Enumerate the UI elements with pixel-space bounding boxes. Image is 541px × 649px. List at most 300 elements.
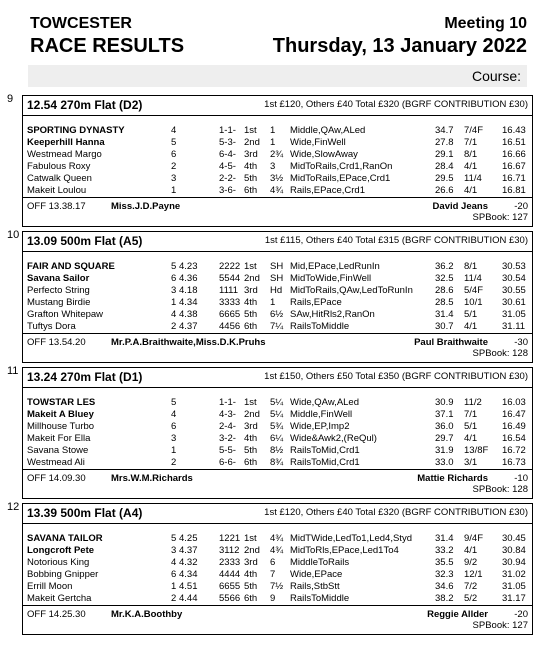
race-footer bbox=[23, 469, 532, 498]
runner-comment: MidTWide,LedTo1,Led4,Styd bbox=[290, 533, 412, 544]
runner-trap: 1 bbox=[171, 297, 177, 308]
runner-row bbox=[23, 261, 532, 273]
runner-btn: 1 bbox=[270, 137, 276, 148]
sp-book: SPBook: 127 bbox=[472, 212, 528, 223]
runner-row bbox=[23, 285, 532, 297]
runner-comment: RailsToMiddle bbox=[290, 321, 350, 332]
runner-row bbox=[23, 533, 532, 545]
runner-time: 32.5 bbox=[435, 273, 454, 284]
runner-btn: 6 bbox=[270, 557, 276, 568]
runner-sp: 11/2 bbox=[464, 397, 482, 408]
runner-time: 29.1 bbox=[435, 149, 454, 160]
trainer-name: Mr.P.A.Braithwaite,Miss.D.K.Pruhs bbox=[111, 337, 266, 348]
runner-comment: Wide,QAw,ALed bbox=[290, 397, 360, 408]
runner-time: 31.4 bbox=[435, 309, 454, 320]
runner-rating: 4.37 bbox=[179, 545, 198, 556]
runner-trap: 1 bbox=[171, 581, 177, 592]
runner-fin: 16.73 bbox=[502, 457, 526, 468]
runner-pos: 4th bbox=[244, 297, 258, 308]
runner-btn: 1 bbox=[270, 297, 276, 308]
runner-fin: 16.51 bbox=[502, 137, 526, 148]
runner-fin: 31.11 bbox=[502, 321, 526, 332]
runner-time: 35.5 bbox=[435, 557, 454, 568]
runner-sectional: 2222 bbox=[219, 261, 241, 272]
runner-row bbox=[23, 309, 532, 321]
going-allowance: -10 bbox=[514, 473, 528, 484]
runner-name: SPORTING DYNASTY bbox=[27, 125, 125, 136]
race-prize-money: 1st £120, Others £40 Total £320 (BGRF CONTRIBUTION £30) bbox=[264, 99, 528, 110]
runner-time: 29.7 bbox=[435, 433, 454, 444]
runner-sectional: 5566 bbox=[219, 593, 241, 604]
runner-pos: 2nd bbox=[244, 545, 260, 556]
runner-time: 29.5 bbox=[435, 173, 454, 184]
sp-book: SPBook: 128 bbox=[472, 348, 528, 359]
runner-pos: 3rd bbox=[244, 285, 258, 296]
runner-name: Longcroft Pete bbox=[27, 545, 95, 556]
runner-row bbox=[23, 173, 532, 185]
runner-sp: 8/1 bbox=[464, 149, 478, 160]
runner-row bbox=[23, 445, 532, 457]
runner-sectional: 3-6- bbox=[219, 185, 236, 196]
runner-comment: Wide,EP,Imp2 bbox=[290, 421, 350, 432]
runner-sp: 4/1 bbox=[464, 433, 478, 444]
runner-pos: 6th bbox=[244, 321, 258, 332]
runner-pos: 5th bbox=[244, 581, 258, 592]
runner-btn: 4¾ bbox=[270, 533, 284, 544]
meeting-date: Thursday, 13 January 2022 bbox=[272, 35, 527, 57]
runner-fin: 31.17 bbox=[502, 593, 526, 604]
going-allowance: -20 bbox=[514, 201, 528, 212]
race-prize-money: 1st £115, Others £40 Total £315 (BGRF CONTRIBUTION £30) bbox=[264, 235, 528, 246]
runner-time: 28.6 bbox=[435, 285, 454, 296]
runner-row bbox=[23, 569, 532, 581]
runner-name: Perfecto String bbox=[27, 285, 90, 296]
runner-trap: 3 bbox=[171, 285, 177, 296]
runner-btn: 1 bbox=[270, 125, 276, 136]
runner-pos: 6th bbox=[244, 593, 258, 604]
runner-fin: 16.54 bbox=[502, 433, 526, 444]
runner-trap: 1 bbox=[171, 445, 177, 456]
runner-comment: SAw,HitRls2,RanOn bbox=[290, 309, 375, 320]
race-footer bbox=[23, 333, 532, 362]
runner-comment: MidToWide,FinWell bbox=[290, 273, 372, 284]
commentator-name: Reggie Allder bbox=[427, 609, 488, 620]
runner-pos: 2nd bbox=[244, 137, 260, 148]
runner-fin: 16.66 bbox=[502, 149, 526, 160]
runner-trap: 2 bbox=[171, 321, 177, 332]
runner-pos: 3rd bbox=[244, 421, 258, 432]
race-card bbox=[7, 229, 533, 363]
runner-row bbox=[23, 421, 532, 433]
runner-time: 33.2 bbox=[435, 545, 454, 556]
runner-time: 37.1 bbox=[435, 409, 454, 420]
runner-name: Makeit Loulou bbox=[27, 185, 87, 196]
runner-comment: MiddleToRails bbox=[290, 557, 350, 568]
runner-pos: 2nd bbox=[244, 409, 260, 420]
runner-sectional: 2-4- bbox=[219, 421, 236, 432]
runner-comment: RailsToMid,Crd1 bbox=[290, 457, 360, 468]
runner-sectional: 1-1- bbox=[219, 397, 236, 408]
runner-time: 27.8 bbox=[435, 137, 454, 148]
race-footer bbox=[23, 605, 532, 634]
runner-fin: 30.94 bbox=[502, 557, 526, 568]
runner-trap: 4 bbox=[171, 409, 177, 420]
runner-sectional: 4444 bbox=[219, 569, 241, 580]
runner-comment: Rails,EPace,Crd1 bbox=[290, 185, 365, 196]
runner-rating: 4.18 bbox=[179, 285, 198, 296]
going-allowance: -20 bbox=[514, 609, 528, 620]
runner-sectional: 6665 bbox=[219, 309, 241, 320]
runner-fin: 16.43 bbox=[502, 125, 526, 136]
runner-sp: 13/8F bbox=[464, 445, 489, 456]
sp-book: SPBook: 127 bbox=[472, 620, 528, 631]
runner-btn: SH bbox=[270, 273, 284, 284]
runner-trap: 3 bbox=[171, 173, 177, 184]
runner-pos: 4th bbox=[244, 433, 258, 444]
race-header bbox=[23, 232, 532, 252]
runner-comment: Wide,SlowAway bbox=[290, 149, 358, 160]
commentator-name: David Jeans bbox=[432, 201, 488, 212]
runner-fin: 16.71 bbox=[502, 173, 526, 184]
runner-sp: 9/4F bbox=[464, 533, 484, 544]
runner-sectional: 4-3- bbox=[219, 409, 236, 420]
runner-sectional: 6-4- bbox=[219, 149, 236, 160]
runner-time: 33.0 bbox=[435, 457, 454, 468]
runner-pos: 3rd bbox=[244, 149, 258, 160]
runner-rating: 4.38 bbox=[179, 309, 198, 320]
runner-sectional: 4456 bbox=[219, 321, 241, 332]
runner-trap: 5 bbox=[171, 533, 177, 544]
runner-rating: 4.51 bbox=[179, 581, 198, 592]
runner-rating: 4.36 bbox=[179, 273, 198, 284]
runner-time: 28.4 bbox=[435, 161, 454, 172]
runners-list bbox=[23, 125, 532, 197]
runner-sectional: 3112 bbox=[219, 545, 240, 556]
runner-comment: Wide,FinWell bbox=[290, 137, 346, 148]
header-right bbox=[273, 14, 527, 58]
runner-fin: 16.49 bbox=[502, 421, 526, 432]
runner-pos: 5th bbox=[244, 173, 258, 184]
runner-btn: 4¾ bbox=[270, 185, 284, 196]
race-header bbox=[23, 504, 532, 524]
runner-sp: 8/1 bbox=[464, 261, 478, 272]
runner-pos: 4th bbox=[244, 161, 258, 172]
runner-sp: 10/1 bbox=[464, 297, 483, 308]
runner-btn: Hd bbox=[270, 285, 283, 296]
runner-row bbox=[23, 409, 532, 421]
runner-btn: 8¾ bbox=[270, 457, 284, 468]
runner-sectional: 4-5- bbox=[219, 161, 236, 172]
runner-pos: 1st bbox=[244, 125, 257, 136]
race-footer bbox=[23, 197, 532, 226]
runner-row bbox=[23, 273, 532, 285]
runner-btn: 2¾ bbox=[270, 149, 284, 160]
runner-time: 31.9 bbox=[435, 445, 454, 456]
runner-btn: 3½ bbox=[270, 173, 284, 184]
runner-name: Fabulous Roxy bbox=[27, 161, 91, 172]
runner-pos: 3rd bbox=[244, 557, 258, 568]
runner-rating: 4.34 bbox=[179, 569, 198, 580]
runner-name: Mustang Birdie bbox=[27, 297, 91, 308]
runner-sp: 11/4 bbox=[464, 273, 482, 284]
runner-fin: 30.54 bbox=[502, 273, 526, 284]
going-allowance: -30 bbox=[514, 337, 528, 348]
runner-sp: 4/1 bbox=[464, 185, 478, 196]
trainer-name: Miss.J.D.Payne bbox=[111, 201, 181, 212]
off-time: OFF 14.25.30 bbox=[27, 609, 86, 620]
runner-time: 34.6 bbox=[435, 581, 454, 592]
off-time: OFF 14.09.30 bbox=[27, 473, 86, 484]
runner-time: 36.2 bbox=[435, 261, 454, 272]
runner-trap: 2 bbox=[171, 593, 177, 604]
runner-time: 34.7 bbox=[435, 125, 454, 136]
race-title: 13.24 270m Flat (D1) bbox=[27, 370, 143, 384]
runner-time: 26.6 bbox=[435, 185, 454, 196]
runner-btn: 5¼ bbox=[270, 397, 284, 408]
commentator-name: Mattie Richards bbox=[417, 473, 488, 484]
runner-row bbox=[23, 581, 532, 593]
runner-time: 30.9 bbox=[435, 397, 454, 408]
runner-sp: 5/1 bbox=[464, 309, 478, 320]
runner-pos: 5th bbox=[244, 445, 258, 456]
runner-pos: 1st bbox=[244, 397, 257, 408]
trainer-name: Mr.K.A.Boothby bbox=[111, 609, 183, 620]
runner-name: Millhouse Turbo bbox=[27, 421, 95, 432]
runner-row bbox=[23, 593, 532, 605]
runner-comment: MidToRls,EPace,Led1To4 bbox=[290, 545, 399, 556]
runner-comment: MidToRails,QAw,LedToRunIn bbox=[290, 285, 413, 296]
runner-btn: 7 bbox=[270, 569, 276, 580]
runner-row bbox=[23, 557, 532, 569]
runner-btn: 6½ bbox=[270, 309, 284, 320]
runner-sp: 7/2 bbox=[464, 581, 478, 592]
runner-name: Notorious King bbox=[27, 557, 90, 568]
runner-row bbox=[23, 321, 532, 333]
runner-comment: RailsToMiddle bbox=[290, 593, 350, 604]
runner-btn: 6¼ bbox=[270, 433, 284, 444]
runner-name: FAIR AND SQUARE bbox=[27, 261, 115, 272]
commentator-name: Paul Braithwaite bbox=[414, 337, 488, 348]
runner-comment: Wide,EPace bbox=[290, 569, 343, 580]
runner-trap: 2 bbox=[171, 457, 177, 468]
runner-name: Savana Stowe bbox=[27, 445, 89, 456]
runner-sp: 4/1 bbox=[464, 161, 478, 172]
runner-fin: 16.67 bbox=[502, 161, 526, 172]
runner-btn: 9 bbox=[270, 593, 276, 604]
runner-time: 31.4 bbox=[435, 533, 454, 544]
runner-sp: 5/1 bbox=[464, 421, 478, 432]
runner-fin: 30.84 bbox=[502, 545, 526, 556]
race-header bbox=[23, 96, 532, 116]
runner-row bbox=[23, 397, 532, 409]
runner-comment: RailsToMid,Crd1 bbox=[290, 445, 360, 456]
runner-rating: 4.25 bbox=[179, 533, 198, 544]
race-title: 13.39 500m Flat (A4) bbox=[27, 506, 143, 520]
race-card bbox=[7, 501, 533, 635]
runner-sp: 7/4F bbox=[464, 125, 484, 136]
runner-trap: 2 bbox=[171, 161, 177, 172]
race-title: 12.54 270m Flat (D2) bbox=[27, 98, 143, 112]
race-prize-money: 1st £150, Others £50 Total £350 (BGRF CONTRIBUTION £30) bbox=[264, 371, 528, 382]
runner-pos: 6th bbox=[244, 457, 258, 468]
runner-fin: 30.55 bbox=[502, 285, 526, 296]
runner-rating: 4.37 bbox=[179, 321, 198, 332]
runner-name: Makeit For Ella bbox=[27, 433, 91, 444]
runner-time: 30.7 bbox=[435, 321, 454, 332]
venue-name: TOWCESTER bbox=[30, 15, 132, 32]
runner-row bbox=[23, 149, 532, 161]
runner-fin: 16.47 bbox=[502, 409, 526, 420]
course-bar bbox=[28, 65, 527, 87]
runner-sp: 5/2 bbox=[464, 593, 478, 604]
runner-comment: Rails,EPace bbox=[290, 297, 342, 308]
runner-sp: 9/2 bbox=[464, 557, 478, 568]
runner-pos: 2nd bbox=[244, 273, 260, 284]
runner-trap: 5 bbox=[171, 261, 177, 272]
runner-btn: SH bbox=[270, 261, 284, 272]
runner-sectional: 5-5- bbox=[219, 445, 236, 456]
runner-btn: 4¾ bbox=[270, 545, 284, 556]
runner-name: Savana Sailor bbox=[27, 273, 90, 284]
runner-row bbox=[23, 125, 532, 137]
runner-sp: 7/1 bbox=[464, 137, 478, 148]
runner-btn: 8½ bbox=[270, 445, 284, 456]
runner-name: Tuftys Dora bbox=[27, 321, 76, 332]
course-label: Course: bbox=[471, 68, 521, 84]
runner-pos: 5th bbox=[244, 309, 258, 320]
runner-name: Grafton Whitepaw bbox=[27, 309, 104, 320]
runner-comment: Middle,QAw,ALed bbox=[290, 125, 366, 136]
runners-list bbox=[23, 261, 532, 333]
runner-time: 28.5 bbox=[435, 297, 454, 308]
runner-trap: 4 bbox=[171, 125, 177, 136]
runner-trap: 3 bbox=[171, 545, 177, 556]
race-header bbox=[23, 368, 532, 388]
runner-time: 38.2 bbox=[435, 593, 454, 604]
race-number: 12 bbox=[7, 501, 20, 513]
runner-pos: 6th bbox=[244, 185, 258, 196]
runner-fin: 16.03 bbox=[502, 397, 526, 408]
runner-trap: 6 bbox=[171, 149, 177, 160]
page-title: RACE RESULTS bbox=[30, 35, 185, 57]
runner-sp: 7/1 bbox=[464, 409, 478, 420]
runner-trap: 3 bbox=[171, 433, 177, 444]
runner-fin: 30.45 bbox=[502, 533, 526, 544]
runner-name: Keeperhill Hanna bbox=[27, 137, 105, 148]
runner-sectional: 5-3- bbox=[219, 137, 236, 148]
runner-sp: 4/1 bbox=[464, 545, 478, 556]
runner-sectional: 5544 bbox=[219, 273, 241, 284]
runner-name: Bobbing Gnipper bbox=[27, 569, 99, 580]
runner-trap: 1 bbox=[171, 185, 177, 196]
runner-fin: 31.05 bbox=[502, 581, 526, 592]
runner-comment: Mid,EPace,LedRunIn bbox=[290, 261, 380, 272]
runner-name: Catwalk Queen bbox=[27, 173, 92, 184]
runner-trap: 6 bbox=[171, 273, 177, 284]
race-card bbox=[7, 93, 533, 227]
runners-list bbox=[23, 533, 532, 605]
runner-fin: 30.53 bbox=[502, 261, 526, 272]
runner-rating: 4.23 bbox=[179, 261, 198, 272]
runner-pos: 4th bbox=[244, 569, 258, 580]
runner-rating: 4.44 bbox=[179, 593, 198, 604]
runner-sectional: 1221 bbox=[219, 533, 241, 544]
runner-btn: 7½ bbox=[270, 581, 284, 592]
race-prize-money: 1st £120, Others £40 Total £320 (BGRF CONTRIBUTION £30) bbox=[264, 507, 528, 518]
runner-row bbox=[23, 161, 532, 173]
runner-btn: 5¼ bbox=[270, 409, 284, 420]
runner-name: Makeit A Bluey bbox=[27, 409, 94, 420]
race-title: 13.09 500m Flat (A5) bbox=[27, 234, 143, 248]
runner-trap: 5 bbox=[171, 397, 177, 408]
runner-name: SAVANA TAILOR bbox=[27, 533, 103, 544]
runner-row bbox=[23, 185, 532, 197]
runner-trap: 6 bbox=[171, 421, 177, 432]
runner-sectional: 1111 bbox=[219, 285, 239, 296]
runner-trap: 5 bbox=[171, 137, 177, 148]
runner-sectional: 6-6- bbox=[219, 457, 236, 468]
runner-comment: Rails,StbStt bbox=[290, 581, 340, 592]
runner-name: Errill Moon bbox=[27, 581, 73, 592]
runner-sectional: 3333 bbox=[219, 297, 241, 308]
runner-comment: Middle,FinWell bbox=[290, 409, 353, 420]
runner-comment: MidToRails,EPace,Crd1 bbox=[290, 173, 391, 184]
runner-sp: 12/1 bbox=[464, 569, 483, 580]
runner-fin: 31.02 bbox=[502, 569, 526, 580]
runner-sp: 3/1 bbox=[464, 457, 478, 468]
runner-rating: 4.34 bbox=[179, 297, 198, 308]
runner-time: 32.3 bbox=[435, 569, 454, 580]
runner-name: TOWSTAR LES bbox=[27, 397, 96, 408]
meeting-number: Meeting 10 bbox=[444, 15, 527, 32]
runner-sectional: 2-2- bbox=[219, 173, 236, 184]
race-number: 9 bbox=[7, 93, 14, 105]
runner-name: Makeit Gertcha bbox=[27, 593, 92, 604]
runner-fin: 16.81 bbox=[502, 185, 526, 196]
runner-rating: 4.32 bbox=[179, 557, 198, 568]
runner-sectional: 1-1- bbox=[219, 125, 236, 136]
race-number: 10 bbox=[7, 229, 20, 241]
sp-book: SPBook: 128 bbox=[472, 484, 528, 495]
runner-row bbox=[23, 137, 532, 149]
race-card bbox=[7, 365, 533, 499]
runner-name: Westmead Margo bbox=[27, 149, 102, 160]
off-time: OFF 13.54.20 bbox=[27, 337, 86, 348]
runner-row bbox=[23, 457, 532, 469]
runner-comment: MidToRails,Crd1,RanOn bbox=[290, 161, 393, 172]
runners-list bbox=[23, 397, 532, 469]
runner-sectional: 3-2- bbox=[219, 433, 236, 444]
runner-trap: 6 bbox=[171, 569, 177, 580]
runner-fin: 31.05 bbox=[502, 309, 526, 320]
trainer-name: Mrs.W.M.Richards bbox=[111, 473, 193, 484]
runner-comment: Wide&Awk2,(ReQul) bbox=[290, 433, 377, 444]
runner-row bbox=[23, 297, 532, 309]
runner-row bbox=[23, 433, 532, 445]
runner-sectional: 6655 bbox=[219, 581, 241, 592]
runner-pos: 1st bbox=[244, 261, 257, 272]
header-left bbox=[30, 14, 184, 58]
runner-time: 36.0 bbox=[435, 421, 454, 432]
runner-trap: 4 bbox=[171, 557, 177, 568]
runner-fin: 30.61 bbox=[502, 297, 526, 308]
runner-btn: 5¾ bbox=[270, 421, 284, 432]
runner-sp: 4/1 bbox=[464, 321, 478, 332]
runner-btn: 3 bbox=[270, 161, 276, 172]
runner-trap: 4 bbox=[171, 309, 177, 320]
runner-btn: 7¼ bbox=[270, 321, 284, 332]
runner-sp: 5/4F bbox=[464, 285, 484, 296]
